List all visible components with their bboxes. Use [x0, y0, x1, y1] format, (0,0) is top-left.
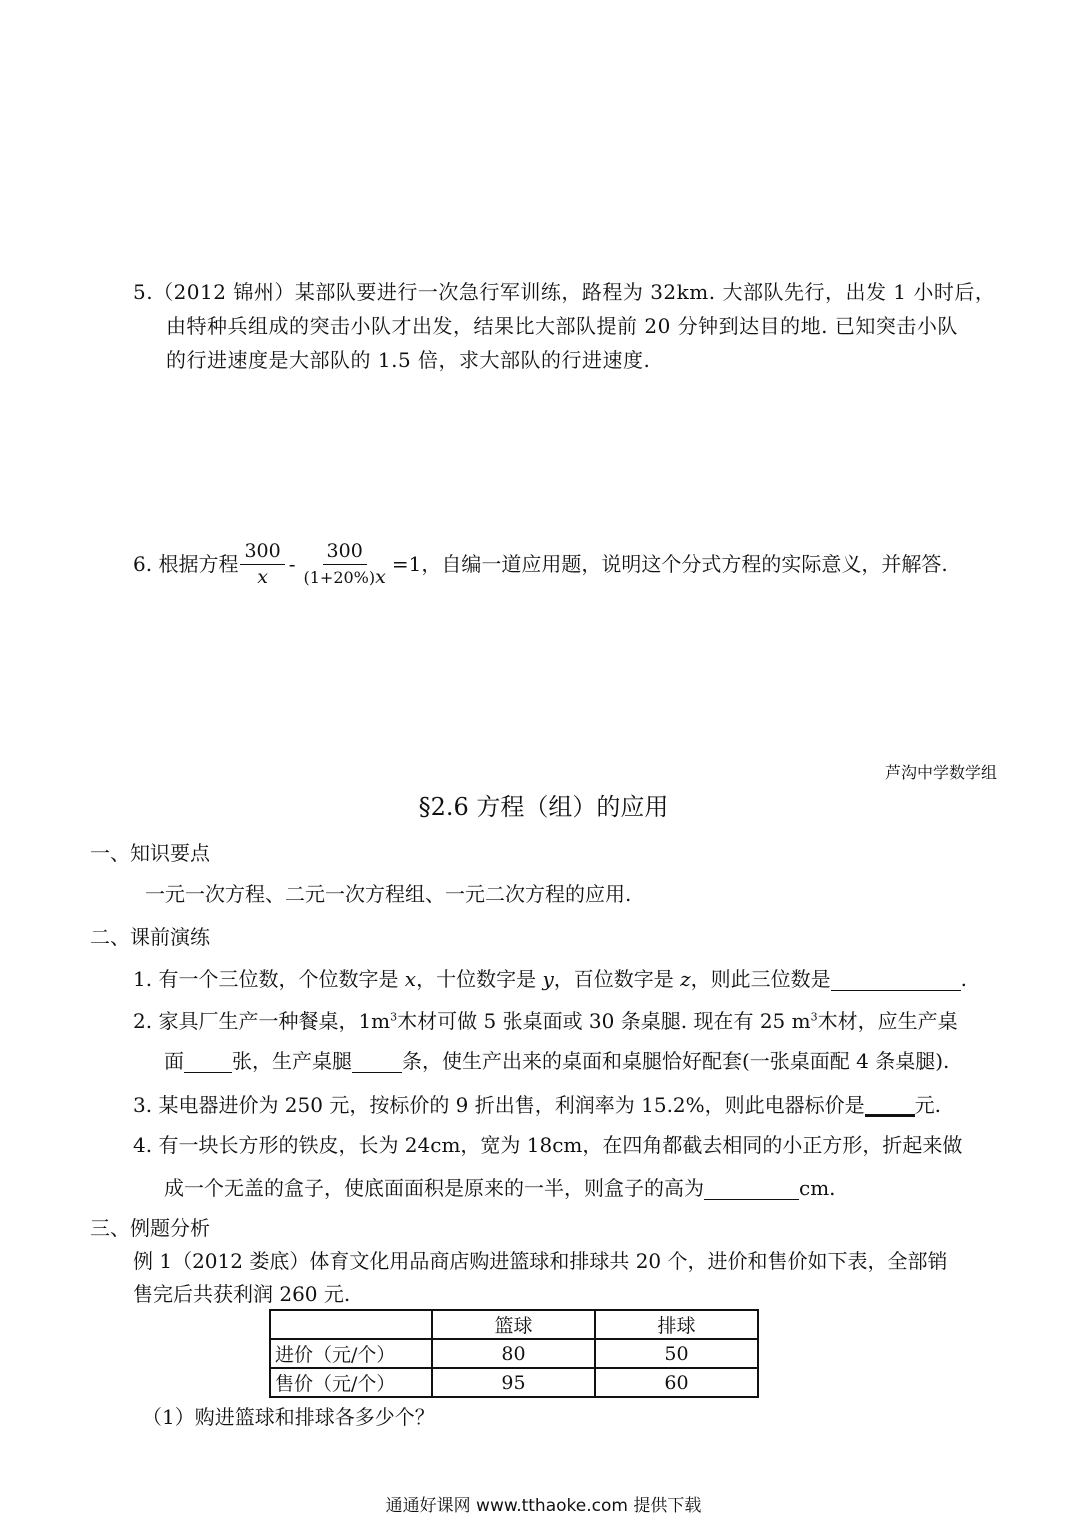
problem5-line3: 的行进速度是大部队的 1.5 倍，求大部队的行进速度. — [166, 348, 651, 372]
q2-text-f: 条，使生产出来的桌面和桌腿恰好配套(一张桌面配 4 条桌腿). — [402, 1049, 950, 1073]
q4-text-b: 成一个无盖的盒子，使底面面积是原来的一半，则盒子的高为 — [164, 1176, 704, 1200]
author-group: 芦沟中学数学组 — [884, 763, 997, 782]
table-row — [270, 1368, 758, 1397]
problem6-suffix: =1，自编一道应用题，说明这个分式方程的实际意义，并解答. — [391, 552, 948, 577]
fraction-denominator: x — [257, 565, 268, 588]
q4-text-c: cm. — [799, 1176, 836, 1200]
heading-pre-class-practice: 二、课前演练 — [90, 925, 210, 949]
question-3 — [133, 1092, 941, 1117]
table-header-cell: 排球 — [595, 1310, 758, 1339]
q2-text-b: 木材可做 5 张桌面或 30 条桌腿. 现在有 25 m — [397, 1009, 811, 1033]
answer-blank — [704, 1177, 799, 1200]
question-2-line1 — [133, 1009, 958, 1033]
fraction-300-over-120x — [299, 540, 389, 589]
answer-blank — [352, 1050, 402, 1073]
q1-period: . — [960, 967, 968, 991]
denominator-variable: x — [375, 565, 386, 588]
example-1-line1: 例 1（2012 娄底）体育文化用品商店购进篮球和排球共 20 个，进价和售价如下表，全部销 — [133, 1249, 948, 1273]
var-x: x — [404, 967, 417, 991]
heading-example-analysis: 三、例题分析 — [90, 1216, 210, 1240]
answer-blank — [184, 1050, 232, 1073]
table-header-cell — [270, 1310, 432, 1339]
q3-text-b: 元. — [914, 1093, 942, 1117]
table-row — [270, 1339, 758, 1368]
page-footer: 通通好课网 www.tthaoke.com 提供下载 — [385, 1496, 702, 1516]
table-cell: 60 — [595, 1368, 758, 1397]
table-header-cell: 篮球 — [432, 1310, 595, 1339]
answer-blank — [865, 1092, 915, 1117]
table-cell: 50 — [595, 1339, 758, 1368]
example-1-subquestion-1: （1）购进篮球和排球各多少个？ — [142, 1405, 435, 1429]
table-cell: 95 — [432, 1368, 595, 1397]
denominator-factor: (1+20%) — [303, 567, 376, 587]
q1-text-c: ，百位数字是 — [553, 967, 681, 991]
answer-blank — [831, 968, 961, 991]
q1-text-a: 1. 有一个三位数，个位数字是 — [133, 967, 405, 991]
q2-text-c: 木材，应生产桌 — [817, 1009, 958, 1033]
table-header-row — [270, 1310, 758, 1339]
superscript: 3 — [390, 1010, 398, 1024]
question-4-line2 — [164, 1176, 836, 1200]
q1-text-b: ，十位数字是 — [416, 967, 543, 991]
fraction-300-over-x — [240, 540, 284, 589]
table-row-label: 售价（元/个） — [270, 1368, 432, 1397]
q2-text-e: 张，生产桌腿 — [232, 1049, 352, 1073]
q2-text-a: 2. 家具厂生产一种餐桌，1m — [133, 1009, 391, 1033]
table-cell: 80 — [432, 1339, 595, 1368]
fraction-numerator: 300 — [240, 540, 284, 565]
var-y: y — [542, 967, 554, 991]
q3-text-a: 3. 某电器进价为 250 元，按标价的 9 折出售，利润率为 15.2%，则此电器标价是 — [133, 1093, 865, 1117]
problem5-line2: 由特种兵组成的突击小队才出发，结果比大部队提前 20 分钟到达目的地. 已知突击小队 — [166, 314, 958, 338]
fraction-denominator — [299, 565, 389, 589]
heading-knowledge-points: 一、知识要点 — [90, 841, 210, 865]
example-1-line2: 售完后共获利润 260 元. — [133, 1282, 351, 1306]
minus-sign: - — [288, 552, 296, 577]
q2-text-d: 面 — [164, 1049, 184, 1073]
question-2-line2 — [164, 1049, 949, 1073]
question-1 — [133, 967, 967, 991]
table-row-label: 进价（元/个） — [270, 1339, 432, 1368]
superscript: 3 — [810, 1010, 818, 1024]
var-z: z — [680, 967, 691, 991]
problem5-line1: 5.（2012 锦州）某部队要进行一次急行军训练，路程为 32km. 大部队先行，出发 1 小时后， — [133, 280, 996, 304]
question-4-line1: 4. 有一块长方形的铁皮，长为 24cm，宽为 18cm，在四角都截去相同的小正方形，折起来做 — [133, 1133, 963, 1157]
fraction-numerator: 300 — [323, 540, 367, 565]
problem6-prefix: 6. 根据方程 — [133, 552, 239, 577]
knowledge-points-text: 一元一次方程、二元一次方程组、一元二次方程的应用. — [145, 882, 632, 906]
price-table — [269, 1309, 759, 1398]
q1-text-d: ，则此三位数是 — [690, 967, 831, 991]
problem6 — [133, 540, 948, 589]
section-title: §2.6 方程（组）的应用 — [418, 793, 669, 821]
